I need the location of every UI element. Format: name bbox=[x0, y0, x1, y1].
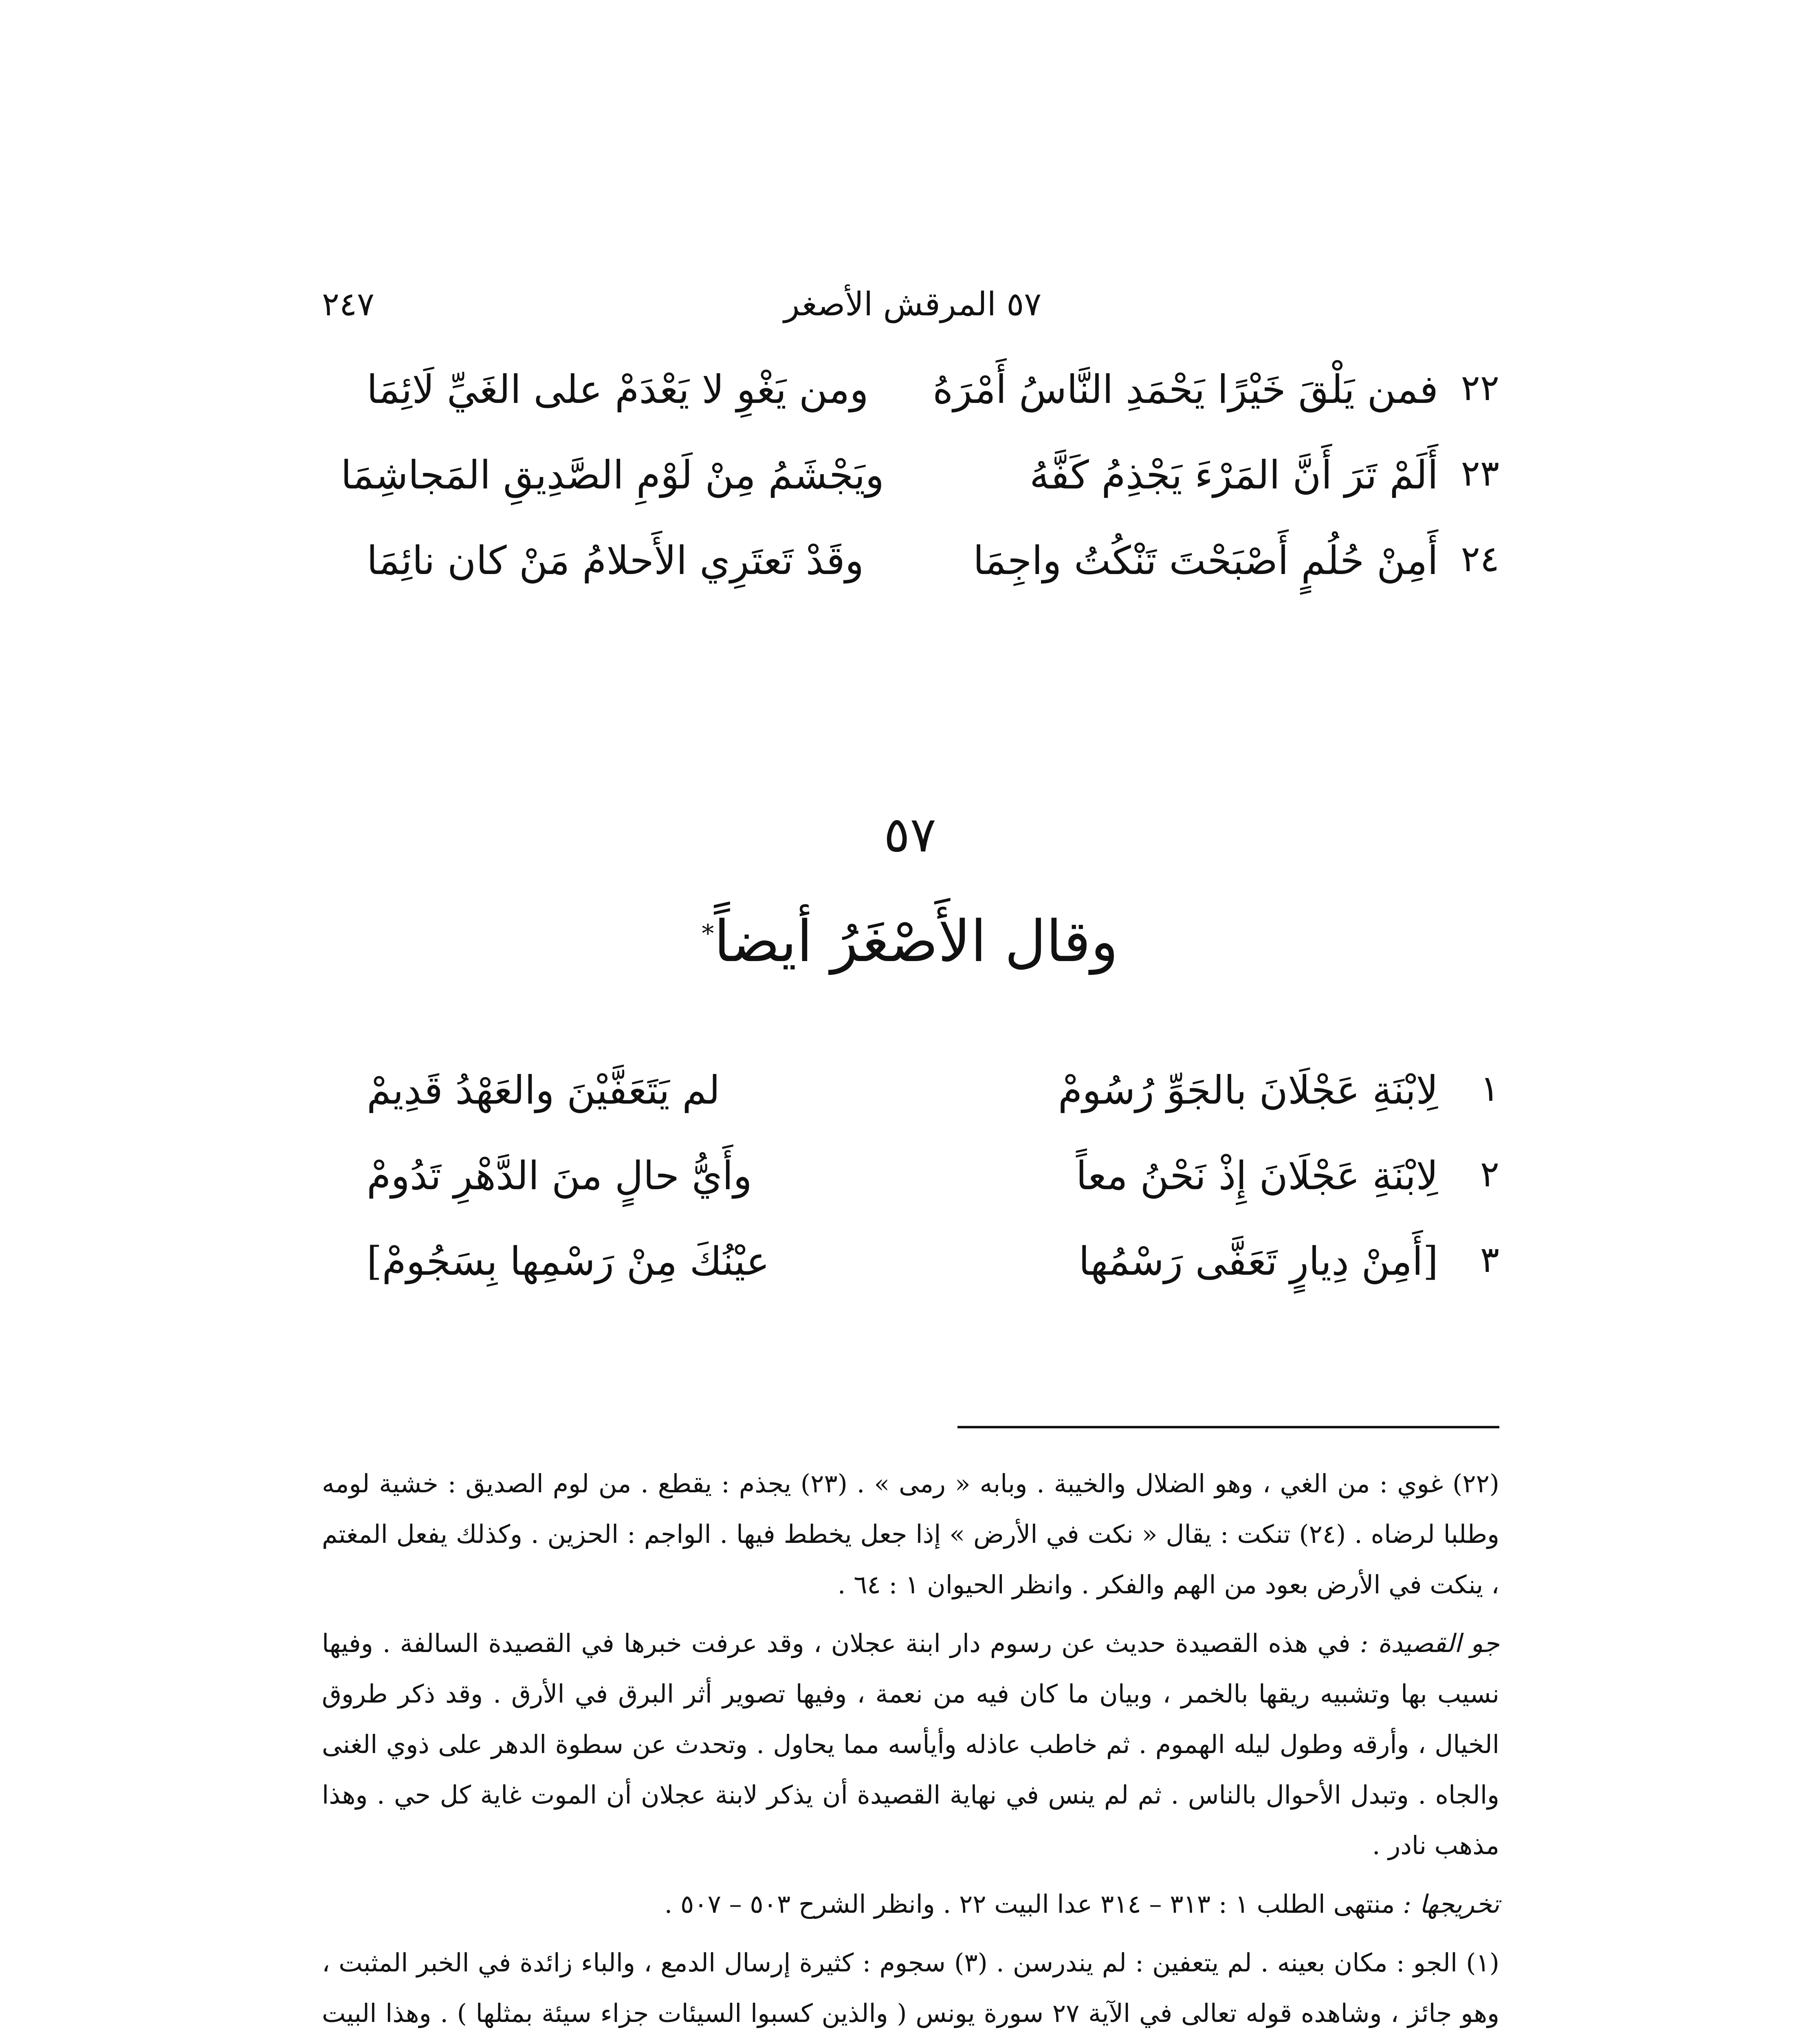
section-text: منتهى الطلب ١ : ٣١٣ – ٣١٤ عدا البيت ٢٢ . وانظر الشرح ٥٠٣ – ٥٠٧ . bbox=[664, 1889, 1395, 1919]
verse-line bbox=[367, 1238, 1499, 1324]
verse-first-hemistich: أَمِنْ حُلُمٍ أَصْبَحْتَ تَنْكُتُ واجِمَا bbox=[973, 538, 1438, 583]
poem-title bbox=[0, 909, 1820, 975]
running-header bbox=[322, 285, 1503, 334]
verse-second-hemistich: لم يَتَعَفَّيْنَ والعَهْدُ قَدِيمْ bbox=[367, 1067, 720, 1113]
section-text: في هذه القصيدة حديث عن رسوم دار ابنة عجلان ، وقد عرفت خبرها في القصيدة السالفة . وفيها نسيب بها وتشبيه ريقها بالخمر ، وبيان ما كان فيه من نعمة ، وفيها تصوير أثر البرق في الأرق . وقد ذكر طروق الخيال ، وأرقه وطول ليله الهموم . ثم خاطب عاذله وأيأسه مما يحاول . وتحدث عن سطوة الدهر على ذوي الغنى والجاه . وتبدل الأحوال بالناس . ثم لم ينس في نهاية القصيدة أن يذكر لابنة عجلان أن الموت غاية كل حي . وهذا مذهب نادر . bbox=[322, 1628, 1499, 1860]
page-number: ٢٤٧ bbox=[322, 285, 374, 323]
poem-number: ٥٧ bbox=[884, 807, 936, 863]
verse-first-hemistich: أَلَمْ تَرَ أَنَّ المَرْءَ يَجْذِمُ كَفَّهُ bbox=[1029, 452, 1438, 498]
verse-number: ١ bbox=[1480, 1067, 1499, 1109]
footnote-divider bbox=[957, 1426, 1499, 1428]
verse-first-hemistich: فمن يَلْقَ خَيْرًا يَحْمَدِ النَّاسُ أَمْرَهُ bbox=[933, 367, 1438, 412]
verse-line bbox=[341, 452, 1499, 538]
verse-line bbox=[367, 1067, 1499, 1153]
footnotes bbox=[322, 1458, 1499, 2037]
verses-top bbox=[341, 367, 1499, 623]
footnote-mark: * bbox=[702, 919, 714, 948]
verse-number: ٢ bbox=[1480, 1153, 1499, 1195]
footnote-paragraph bbox=[322, 1879, 1499, 1929]
verse-number: ٢٢ bbox=[1461, 367, 1499, 409]
verses-poem bbox=[367, 1067, 1499, 1324]
verse-line bbox=[367, 1153, 1499, 1238]
poem-title-text: وقال الأَصْغَرُ أيضاً bbox=[714, 909, 1118, 975]
verse-number: ٢٣ bbox=[1461, 452, 1499, 494]
verse-line bbox=[367, 367, 1499, 452]
section-label: تخريجها : bbox=[1403, 1889, 1499, 1919]
verse-second-hemistich: ويَجْشَمُ مِنْ لَوْمِ الصَّدِيقِ المَجاشِمَا bbox=[341, 452, 884, 498]
footnote-paragraph bbox=[322, 1618, 1499, 1871]
verse-line bbox=[367, 538, 1499, 623]
footnote-paragraph: (١) الجو : مكان بعينه . لم يتعفين : لم يندرسن . (٣) سجوم : كثيرة إرسال الدمع ، والباء زائدة في الخبر المثبت ، وهو جائز ، وشاهده قوله تعالى في الآية ٢٧ سورة يونس ( والذين كسبوا السيئات جزاء سيئة بمثلها ) . وهذا البيت bbox=[322, 1948, 1499, 2028]
verse-first-hemistich: لِابْنَةِ عَجْلَانَ بالجَوِّ رُسُومْ bbox=[1058, 1067, 1438, 1113]
verse-second-hemistich: وقَدْ تَعتَرِي الأَحلامُ مَنْ كان نائِمَا bbox=[367, 538, 864, 583]
verse-number: ٢٤ bbox=[1461, 538, 1499, 580]
verse-second-hemistich: عيْنُكَ مِنْ رَسْمِها بِسَجُومْ] bbox=[367, 1238, 770, 1284]
verse-second-hemistich: وأَيُّ حالٍ منَ الدَّهْرِ تَدُومْ bbox=[367, 1153, 752, 1199]
footnote-paragraph: (٢٢) غوي : من الغي ، وهو الضلال والخيبة . وبابه « رمى » . (٢٣) يجذم : يقطع . من لوم الصديق : خشية لومه وطلبا لرضاه . (٢٤) تنكت : يقال « نكت في الأرض » إذا جعل يخطط فيها . الواجم : الحزين . وكذلك يفعل المغتم ، ينكت في الأرض بعود من الهم والفكر . وانظر الحيوان ١ : ٦٤ . bbox=[322, 1469, 1499, 1599]
verse-second-hemistich: ومن يَغْوِ لا يَعْدَمْ على الغَيِّ لَائِمَا bbox=[367, 367, 869, 412]
verse-number: ٣ bbox=[1480, 1238, 1499, 1280]
verse-first-hemistich: [أَمِنْ دِيارٍ تَعَفَّى رَسْمُها bbox=[1078, 1238, 1438, 1284]
verse-first-hemistich: لِابْنَةِ عَجْلَانَ إِذْ نَحْنُ معاً bbox=[1076, 1153, 1438, 1199]
running-title: ٥٧ المرقش الأصغر bbox=[783, 285, 1042, 323]
section-label: جو القصيدة : bbox=[1360, 1628, 1499, 1658]
